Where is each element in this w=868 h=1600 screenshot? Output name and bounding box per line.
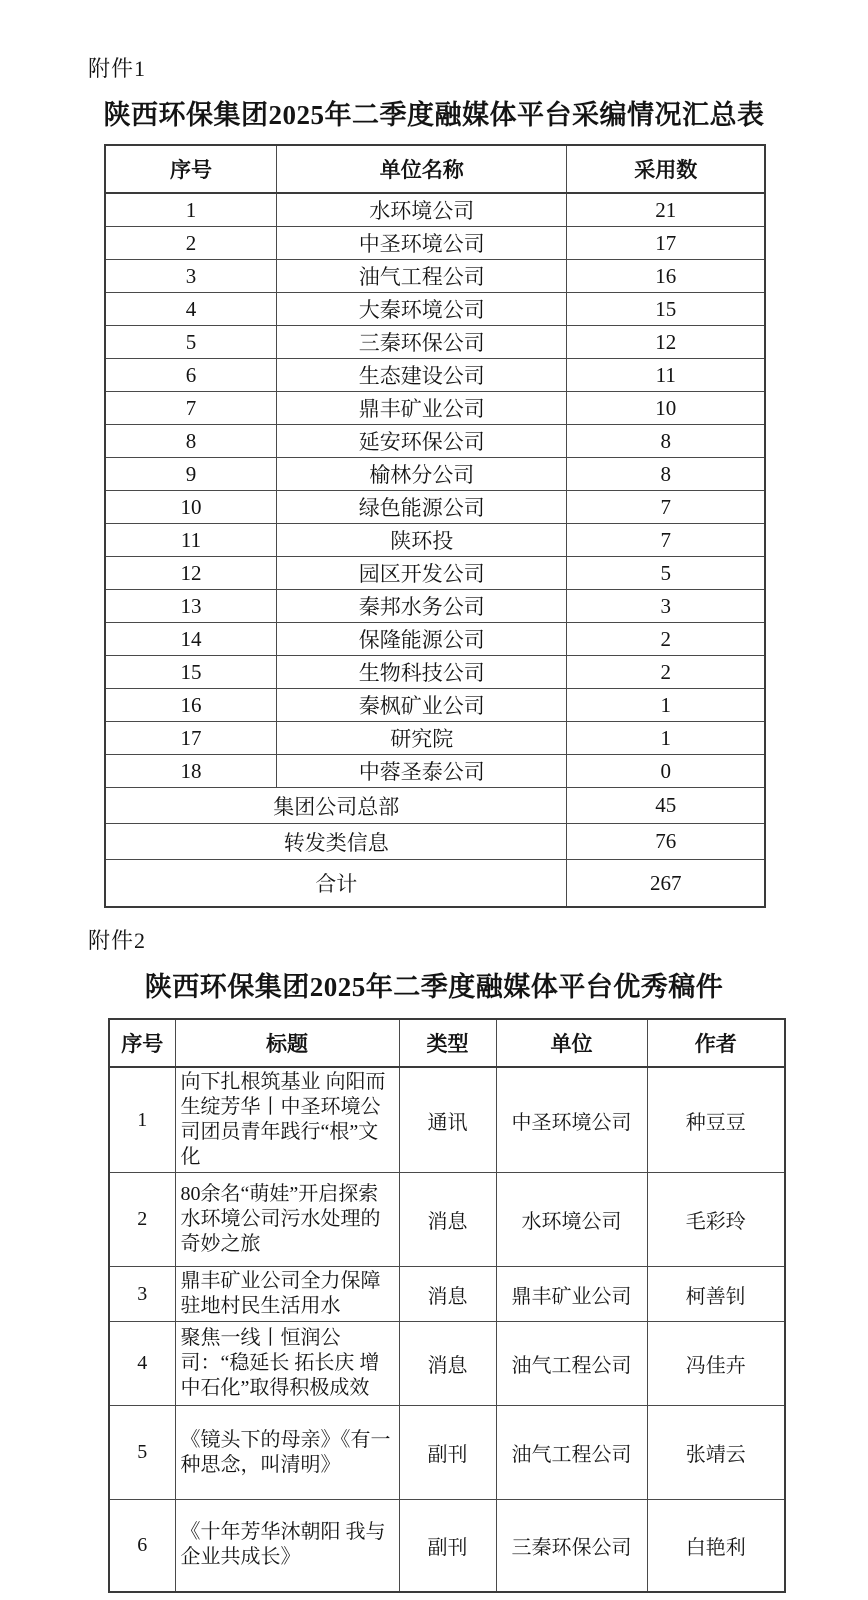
table-row: [105, 425, 765, 458]
unit-cell: 绿色能源公司: [277, 491, 567, 524]
row-no-cell: 8: [105, 425, 277, 458]
article-type-cell: 副刊: [399, 1500, 496, 1592]
row-no-cell: 15: [105, 656, 277, 689]
table2-header-author: 作者: [647, 1019, 785, 1067]
row-no-cell: 6: [105, 359, 277, 392]
attachment2-label: 附件2: [88, 928, 147, 953]
article-author-cell: 冯佳卉: [647, 1322, 785, 1406]
summary-count-cell: 45: [567, 788, 765, 824]
count-cell: 2: [567, 623, 765, 656]
unit-cell: 榆林分公司: [277, 458, 567, 491]
unit-cell: 三秦环保公司: [277, 326, 567, 359]
unit-cell: 保隆能源公司: [277, 623, 567, 656]
article-author-cell: 柯善钊: [647, 1267, 785, 1322]
row-no-cell: 10: [105, 491, 277, 524]
adoption-summary-table: [104, 144, 766, 908]
table-row: [105, 458, 765, 491]
article-no-cell: 4: [109, 1322, 175, 1406]
summary-label-cell: 转发类信息: [105, 824, 567, 860]
article-author-cell: 张靖云: [647, 1406, 785, 1500]
table2-header-unit: 单位: [496, 1019, 647, 1067]
unit-cell: 秦邦水务公司: [277, 590, 567, 623]
count-cell: 1: [567, 689, 765, 722]
article-row: [109, 1500, 785, 1592]
table-row: [105, 359, 765, 392]
count-cell: 8: [567, 425, 765, 458]
table-row: [105, 392, 765, 425]
table-row: [105, 722, 765, 755]
article-title-cell: 《镜头下的母亲》《有一种思念，叫清明》: [175, 1406, 399, 1500]
article-unit-cell: 中圣环境公司: [496, 1067, 647, 1173]
summary-label-cell: 集团公司总部: [105, 788, 567, 824]
count-cell: 17: [567, 227, 765, 260]
table-row: [105, 623, 765, 656]
row-no-cell: 2: [105, 227, 277, 260]
table-row: [105, 193, 765, 227]
article-type-cell: 消息: [399, 1267, 496, 1322]
article-type-cell: 副刊: [399, 1406, 496, 1500]
row-no-cell: 1: [105, 193, 277, 227]
article-title-cell: 向下扎根筑基业 向阳而生绽芳华丨中圣环境公司团员青年践行“根”文化: [175, 1067, 399, 1173]
unit-cell: 中圣环境公司: [277, 227, 567, 260]
row-no-cell: 4: [105, 293, 277, 326]
count-cell: 3: [567, 590, 765, 623]
total-row: [105, 860, 765, 908]
article-title-cell: 聚焦一线丨恒润公司：“稳延长 拓长庆 增中石化”取得积极成效: [175, 1322, 399, 1406]
excellent-articles-table: [108, 1018, 786, 1593]
unit-cell: 生物科技公司: [277, 656, 567, 689]
table1-header-count: 采用数: [567, 145, 765, 193]
row-no-cell: 9: [105, 458, 277, 491]
attachment2-title: 陕西环保集团2025年二季度融媒体平台优秀稿件: [144, 972, 724, 1002]
table-row: [105, 656, 765, 689]
table-row: [105, 293, 765, 326]
attachment1-label: 附件1: [88, 56, 147, 81]
article-unit-cell: 油气工程公司: [496, 1406, 647, 1500]
unit-cell: 大秦环境公司: [277, 293, 567, 326]
article-no-cell: 3: [109, 1267, 175, 1322]
count-cell: 15: [567, 293, 765, 326]
total-label-cell: 合计: [105, 860, 567, 908]
unit-cell: 园区开发公司: [277, 557, 567, 590]
article-author-cell: 种豆豆: [647, 1067, 785, 1173]
row-no-cell: 16: [105, 689, 277, 722]
unit-cell: 水环境公司: [277, 193, 567, 227]
table-row: [105, 590, 765, 623]
row-no-cell: 7: [105, 392, 277, 425]
article-row: [109, 1322, 785, 1406]
article-row: [109, 1173, 785, 1267]
article-unit-cell: 鼎丰矿业公司: [496, 1267, 647, 1322]
row-no-cell: 13: [105, 590, 277, 623]
row-no-cell: 14: [105, 623, 277, 656]
article-type-cell: 通讯: [399, 1067, 496, 1173]
article-row: [109, 1406, 785, 1500]
row-no-cell: 11: [105, 524, 277, 557]
count-cell: 0: [567, 755, 765, 788]
summary-count-cell: 76: [567, 824, 765, 860]
row-no-cell: 18: [105, 755, 277, 788]
attachment1-title: 陕西环保集团2025年二季度融媒体平台采编情况汇总表: [103, 100, 765, 130]
article-title-cell: 《十年芳华沐朝阳 我与企业共成长》: [175, 1500, 399, 1592]
unit-cell: 研究院: [277, 722, 567, 755]
table2-header-title: 标题: [175, 1019, 399, 1067]
row-no-cell: 3: [105, 260, 277, 293]
count-cell: 10: [567, 392, 765, 425]
table2-header-row: [109, 1019, 785, 1067]
row-no-cell: 5: [105, 326, 277, 359]
unit-cell: 鼎丰矿业公司: [277, 392, 567, 425]
unit-cell: 油气工程公司: [277, 260, 567, 293]
table1-header-row: [105, 145, 765, 193]
article-unit-cell: 三秦环保公司: [496, 1500, 647, 1592]
unit-cell: 中蓉圣泰公司: [277, 755, 567, 788]
unit-cell: 延安环保公司: [277, 425, 567, 458]
count-cell: 7: [567, 524, 765, 557]
table-row: [105, 491, 765, 524]
table-row: [105, 524, 765, 557]
count-cell: 1: [567, 722, 765, 755]
table1-header-unit: 单位名称: [277, 145, 567, 193]
count-cell: 21: [567, 193, 765, 227]
count-cell: 12: [567, 326, 765, 359]
article-no-cell: 1: [109, 1067, 175, 1173]
table-row: [105, 326, 765, 359]
article-type-cell: 消息: [399, 1173, 496, 1267]
table-row: [105, 557, 765, 590]
article-author-cell: 毛彩玲: [647, 1173, 785, 1267]
count-cell: 5: [567, 557, 765, 590]
article-no-cell: 6: [109, 1500, 175, 1592]
table-row: [105, 689, 765, 722]
count-cell: 7: [567, 491, 765, 524]
table2-header-type: 类型: [399, 1019, 496, 1067]
article-row: [109, 1067, 785, 1173]
row-no-cell: 12: [105, 557, 277, 590]
count-cell: 11: [567, 359, 765, 392]
unit-cell: 生态建设公司: [277, 359, 567, 392]
article-type-cell: 消息: [399, 1322, 496, 1406]
article-title-cell: 鼎丰矿业公司全力保障驻地村民生活用水: [175, 1267, 399, 1322]
article-author-cell: 白艳利: [647, 1500, 785, 1592]
table-row: [105, 755, 765, 788]
table2-header-no: 序号: [109, 1019, 175, 1067]
summary-row-forwarded: [105, 824, 765, 860]
total-count-cell: 267: [567, 860, 765, 908]
summary-row-headquarters: [105, 788, 765, 824]
table-row: [105, 227, 765, 260]
count-cell: 8: [567, 458, 765, 491]
unit-cell: 陕环投: [277, 524, 567, 557]
table-row: [105, 260, 765, 293]
article-no-cell: 5: [109, 1406, 175, 1500]
row-no-cell: 17: [105, 722, 277, 755]
article-row: [109, 1267, 785, 1322]
count-cell: 16: [567, 260, 765, 293]
table1-header-no: 序号: [105, 145, 277, 193]
article-unit-cell: 油气工程公司: [496, 1322, 647, 1406]
unit-cell: 秦枫矿业公司: [277, 689, 567, 722]
count-cell: 2: [567, 656, 765, 689]
article-title-cell: 80余名“萌娃”开启探索水环境公司污水处理的奇妙之旅: [175, 1173, 399, 1267]
article-no-cell: 2: [109, 1173, 175, 1267]
article-unit-cell: 水环境公司: [496, 1173, 647, 1267]
